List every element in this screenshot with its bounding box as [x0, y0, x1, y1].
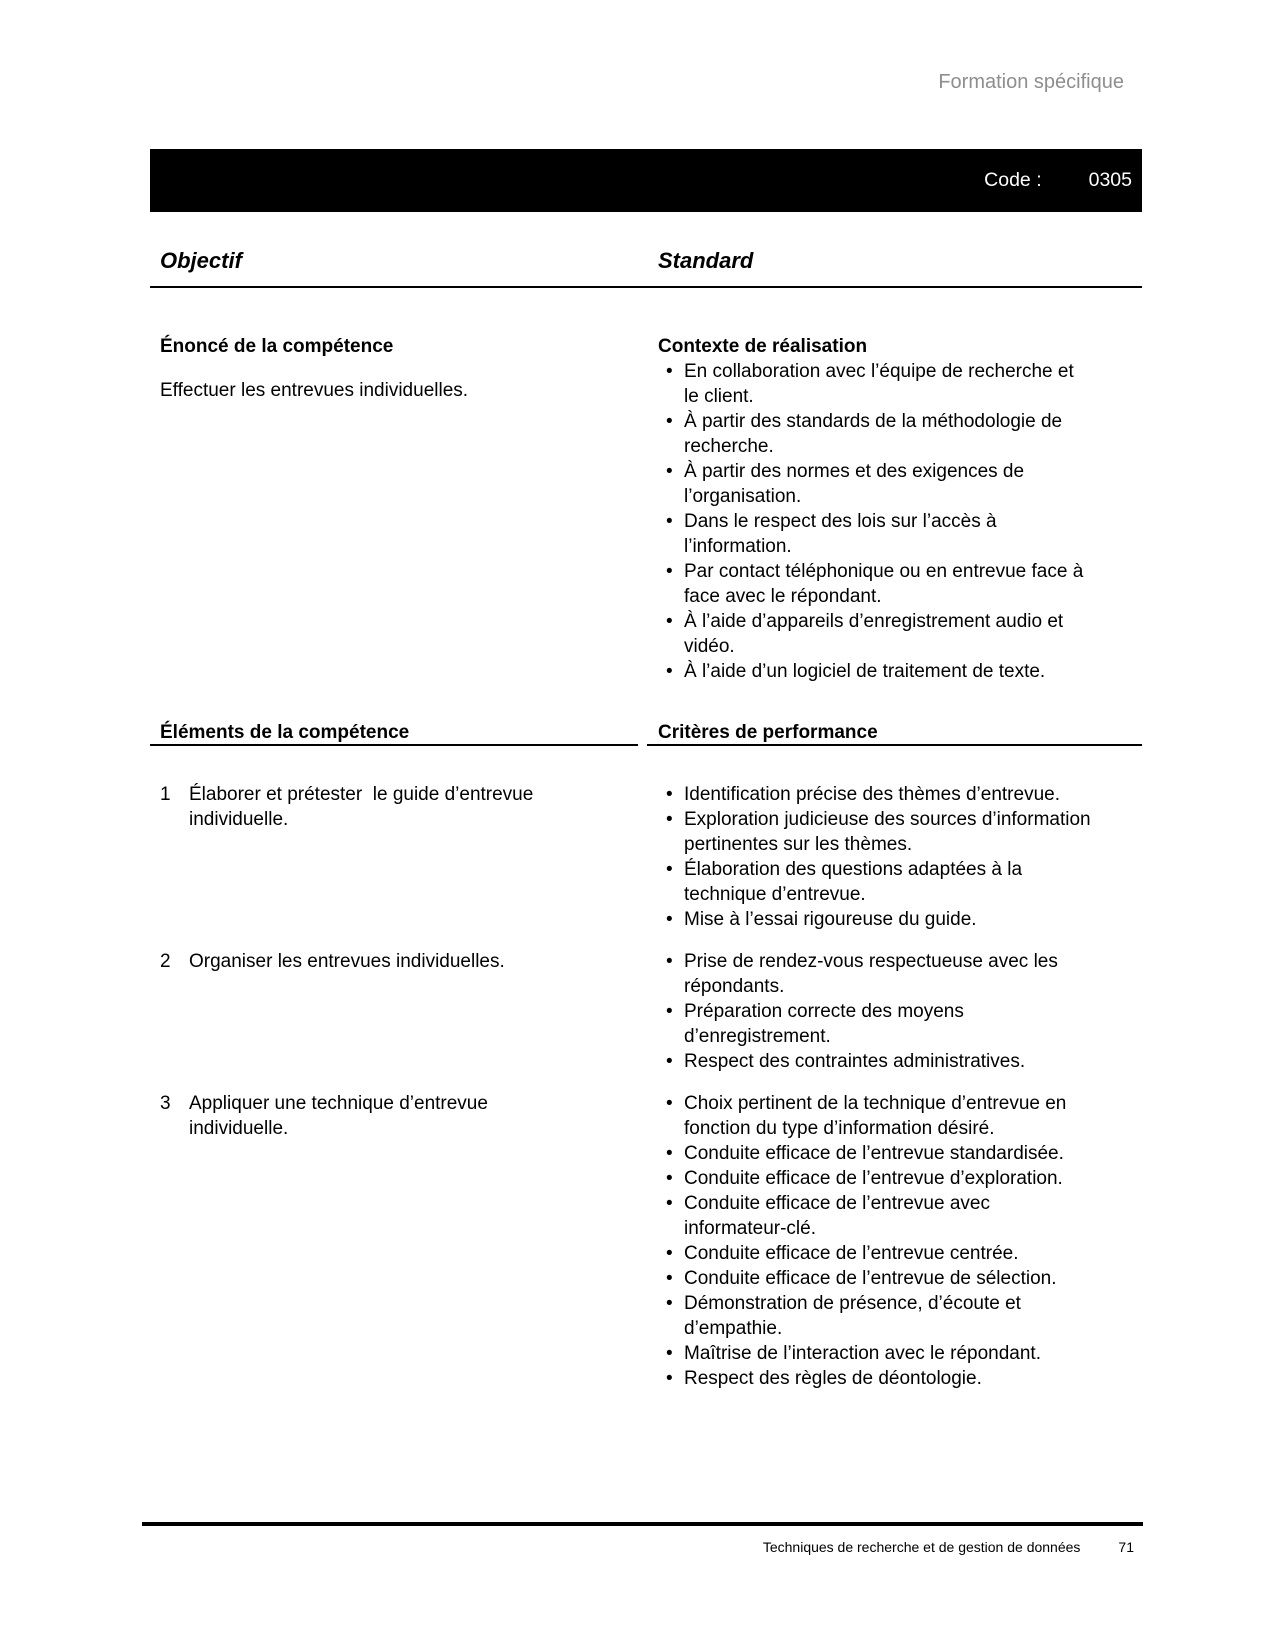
criteria-item: • Conduite efficace de l’entrevue de sélection. [647, 1266, 1092, 1291]
code-label: Code : [984, 169, 1042, 191]
criteria-item: • Conduite efficace de l’entrevue d’exploration. [647, 1166, 1092, 1191]
context-list [647, 359, 1092, 684]
column-titles-row [150, 248, 1142, 288]
competence-section [150, 334, 1142, 684]
competence-statement: Effectuer les entrevues individuelles. [160, 380, 469, 401]
footer-title: Techniques de recherche et de gestion de données [762, 1539, 1081, 1555]
standard-title: Standard [658, 248, 754, 273]
context-item: • À l’aide d’appareils d’enregistrement audio et vidéo. [647, 609, 1092, 659]
section-label: Formation spécifique [938, 71, 1124, 93]
enonce-heading: Énoncé de la compétence [160, 336, 394, 357]
elements-header-row [150, 722, 1142, 746]
element-number: 3 [160, 1093, 171, 1114]
criteres-heading: Critères de performance [658, 722, 878, 743]
running-head [150, 0, 1142, 94]
criteria-item: • Maîtrise de l’interaction avec le répondant. [647, 1341, 1092, 1366]
criteria-item: • Conduite efficace de l’entrevue avec informateur-clé. [647, 1191, 1092, 1241]
criteria-list [647, 782, 1096, 932]
element-number: 1 [160, 784, 171, 805]
criteria-list [647, 1091, 1092, 1391]
criteria-item: • Respect des règles de déontologie. [647, 1366, 1092, 1391]
criteria-list [647, 949, 1092, 1074]
context-item: • À l’aide d’un logiciel de traitement de texte. [647, 659, 1092, 684]
code-banner [150, 149, 1142, 212]
criteria-item: • Prise de rendez-vous respectueuse avec les répondants. [647, 949, 1092, 999]
element-number: 2 [160, 951, 171, 972]
context-item: • À partir des standards de la méthodologie de recherche. [647, 409, 1092, 459]
criteria-item: • Choix pertinent de la technique d’entrevue en fonction du type d’information désiré. [647, 1091, 1092, 1141]
criteria-item: • Identification précise des thèmes d’entrevue. [647, 782, 1092, 807]
code-value: 0305 [1088, 169, 1132, 191]
criteria-item: • Élaboration des questions adaptées à la technique d’entrevue. [647, 857, 1092, 907]
footer-rule [142, 1522, 1143, 1526]
contexte-heading: Contexte de réalisation [658, 336, 868, 357]
objectif-title: Objectif [160, 248, 242, 273]
criteria-item: • Conduite efficace de l’entrevue centrée. [647, 1241, 1092, 1266]
element-row-1 [150, 782, 1142, 932]
element-row-2 [150, 949, 1142, 1074]
criteria-item: • Préparation correcte des moyens d’enregistrement. [647, 999, 1092, 1049]
context-item: • En collaboration avec l’équipe de recherche et le client. [647, 359, 1092, 409]
criteria-item: • Exploration judicieuse des sources d’information pertinentes sur les thèmes. [647, 807, 1092, 857]
element-text: Élaborer et prétester le guide d’entrevue individuelle. [189, 784, 539, 830]
criteria-item: • Respect des contraintes administratives. [647, 1049, 1092, 1074]
elements-rows [150, 782, 1142, 1391]
context-item: • Dans le respect des lois sur l’accès à l’information. [647, 509, 1092, 559]
criteria-item: • Mise à l’essai rigoureuse du guide. [647, 907, 1092, 932]
criteria-item: • Conduite efficace de l’entrevue standardisée. [647, 1141, 1092, 1166]
element-text: Appliquer une technique d’entrevue individuelle. [189, 1093, 494, 1139]
context-item: • À partir des normes et des exigences de l’organisation. [647, 459, 1092, 509]
elements-heading: Éléments de la compétence [160, 722, 410, 743]
page-number: 71 [1118, 1539, 1134, 1555]
context-item: • Par contact téléphonique ou en entrevue face à face avec le répondant. [647, 559, 1092, 609]
page-footer [142, 1522, 1143, 1556]
element-text: Organiser les entrevues individuelles. [189, 951, 505, 972]
element-row-3 [150, 1091, 1142, 1391]
criteria-item: • Démonstration de présence, d’écoute et d’empathie. [647, 1291, 1092, 1341]
